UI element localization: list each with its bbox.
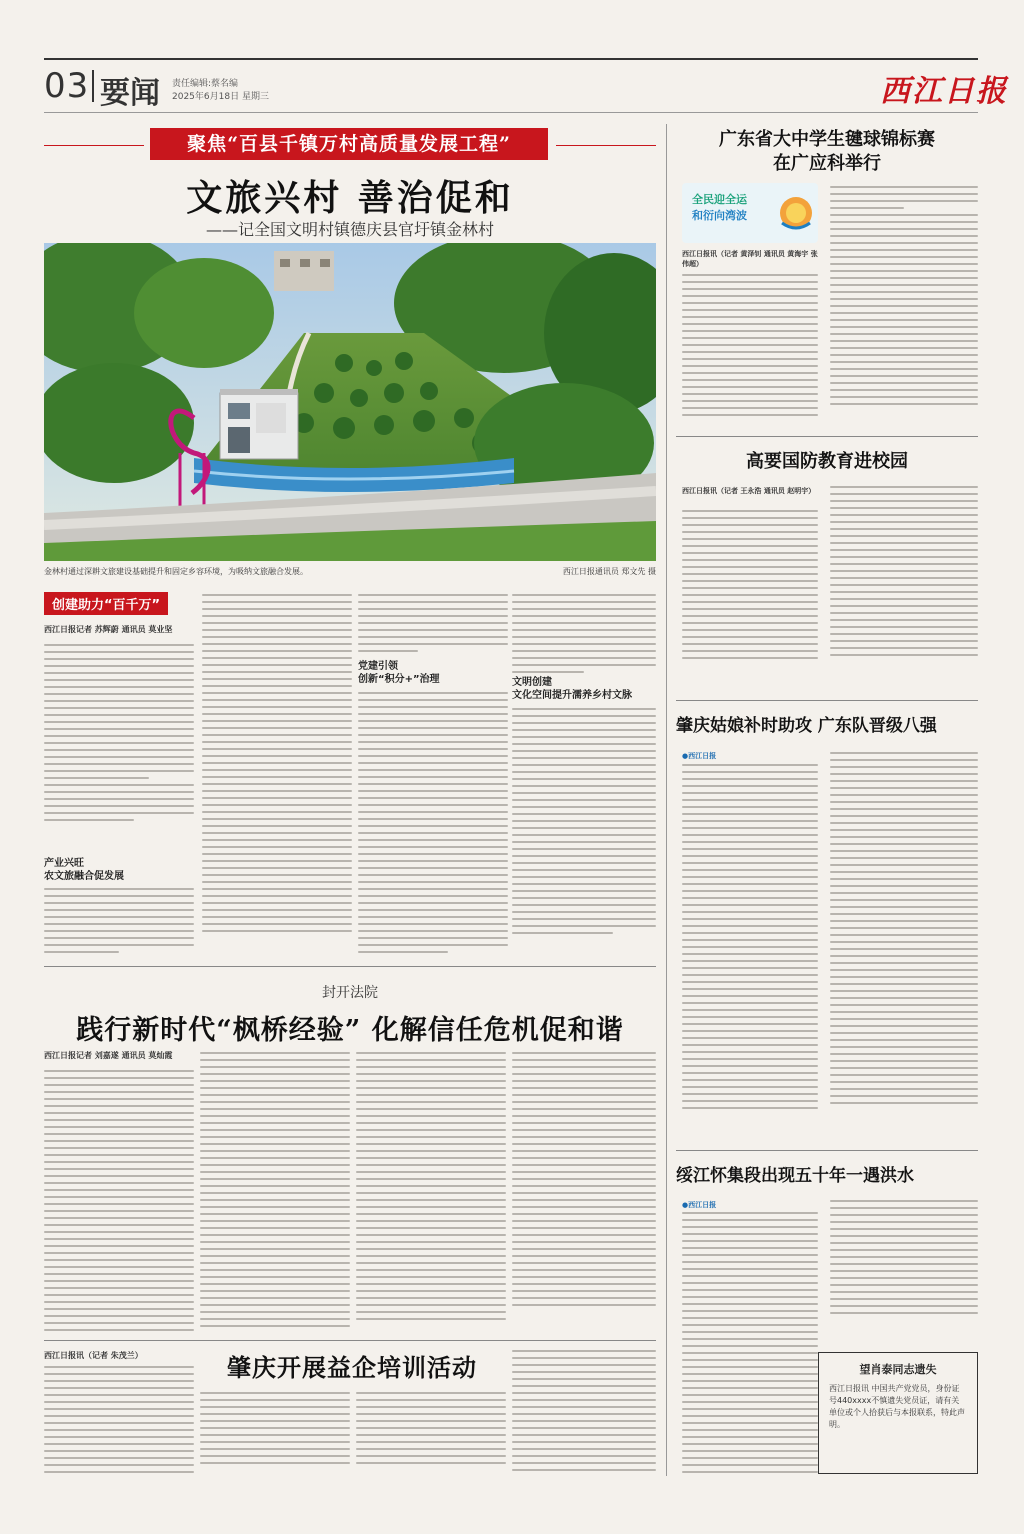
lead-byline: 西江日报记者 苏辉蔚 通讯员 莫业坚 bbox=[44, 625, 173, 634]
lead-headline: 文旅兴村 善治促和 bbox=[186, 177, 514, 219]
banner-rule-left bbox=[44, 145, 144, 146]
photo-caption-text: 金林村通过深耕文旅建设基础提升和固定乡容环境，为吸纳文旅融合发展。 bbox=[44, 567, 308, 576]
training-byline: 西江日报讯（记者 朱茂兰） bbox=[44, 1351, 143, 1360]
notice-body: 西江日报讯 中国共产党党员，身份证号440xxxx不慎遗失党员证，请有关单位或个人拾获后与本报联系，特此声明。 bbox=[829, 1384, 965, 1429]
lead-subhead-party: 党建引领 创新“积分+”治理 bbox=[358, 661, 440, 685]
right-story1-byline: 西江日报讯（记者 黄泽钊 通讯员 黄海宇 张伟超） bbox=[682, 250, 818, 268]
page-number: 03 bbox=[44, 66, 90, 106]
lead-col-1b bbox=[44, 888, 194, 958]
right-rule-1 bbox=[676, 436, 978, 437]
right-story4-col-1 bbox=[682, 1212, 818, 1478]
lead-col-1 bbox=[44, 644, 194, 826]
header-top-rule bbox=[44, 58, 978, 60]
court-col-3 bbox=[356, 1052, 506, 1325]
lead-photo bbox=[44, 243, 656, 561]
training-col-3 bbox=[356, 1392, 506, 1469]
editor-line: 责任编辑:蔡名编 bbox=[172, 79, 239, 89]
right-rule-2 bbox=[676, 700, 978, 701]
lead-col-4b bbox=[512, 708, 656, 939]
date-line: 2025年6月18日 星期三 bbox=[172, 92, 269, 102]
court-col-1 bbox=[44, 1070, 194, 1336]
right-story2-col-1 bbox=[682, 510, 818, 664]
photo-credit: 西江日报通讯员 郑文先 摄 bbox=[562, 567, 656, 576]
notice-box bbox=[818, 1352, 978, 1474]
right-story4-tag: ●西江日报 bbox=[682, 1201, 717, 1209]
court-byline: 西江日报记者 刘嘉遂 通讯员 莫灿霞 bbox=[44, 1051, 173, 1060]
right-story2-byline: 西江日报讯（记者 王永浩 通讯员 赵明宇） bbox=[682, 487, 816, 495]
court-col-4 bbox=[512, 1052, 656, 1311]
banner-rule-right bbox=[556, 145, 656, 146]
lead-photo-illustration bbox=[44, 243, 656, 561]
right-story2-headline: 高要国防教育进校园 bbox=[746, 451, 908, 472]
court-col-2 bbox=[200, 1052, 350, 1332]
logo-line1: 全民迎全运 bbox=[692, 193, 747, 206]
lead-col-4 bbox=[512, 594, 656, 678]
lead-col-3 bbox=[358, 594, 508, 657]
right-rule-3 bbox=[676, 1150, 978, 1151]
right-story1-col-2 bbox=[830, 186, 978, 410]
photo-caption bbox=[44, 566, 656, 577]
right-story3-col-2 bbox=[830, 752, 978, 1109]
right-story3-headline: 肇庆姑娘补时助攻 广东队晋级八强 bbox=[676, 716, 937, 736]
right-story2-col-2 bbox=[830, 486, 978, 661]
lead-subhead-industry: 产业兴旺 农文旅融合促发展 bbox=[44, 858, 124, 882]
lead-banner: 聚焦“百县千镇万村高质量发展工程” bbox=[150, 128, 548, 160]
header-bottom-rule bbox=[44, 112, 978, 113]
games-mascot-icon bbox=[778, 193, 814, 233]
lead-col-2 bbox=[202, 594, 352, 937]
training-top-rule bbox=[44, 1340, 656, 1341]
section-title: 要闻 bbox=[100, 76, 160, 111]
masthead-logo: 西江日报 bbox=[880, 74, 1008, 109]
right-story4-headline: 绥江怀集段出现五十年一遇洪水 bbox=[676, 1166, 914, 1186]
notice-title: 望肖泰同志遗失 bbox=[859, 1363, 937, 1376]
right-story4-col-2 bbox=[830, 1200, 978, 1319]
lead-subhead: ——记全国文明村镇德庆县官圩镇金林村 bbox=[205, 220, 494, 239]
right-story3-tag: ●西江日报 bbox=[682, 752, 717, 760]
right-story1-col-1 bbox=[682, 274, 818, 421]
column-divider bbox=[666, 124, 667, 1476]
training-col-2 bbox=[200, 1392, 350, 1469]
training-col-1 bbox=[44, 1366, 194, 1478]
header-separator bbox=[92, 70, 94, 102]
lead-section-tag: 创建助力“百千万” bbox=[44, 592, 168, 615]
court-top-rule bbox=[44, 966, 656, 967]
logo-line2: 和衍向湾波 bbox=[692, 209, 747, 222]
sports-games-logo bbox=[682, 183, 818, 243]
court-kicker: 封开法院 bbox=[322, 985, 378, 1001]
right-story3-col-1 bbox=[682, 764, 818, 1114]
lead-col-3b bbox=[358, 692, 508, 958]
training-col-4 bbox=[512, 1350, 656, 1476]
right-story1-headline: 广东省大中学生毽球锦标赛 在广应科举行 bbox=[719, 129, 935, 174]
court-headline: 践行新时代“枫桥经验” 化解信任危机促和谐 bbox=[76, 1015, 624, 1046]
training-headline: 肇庆开展益企培训活动 bbox=[227, 1353, 477, 1382]
lead-subhead-culture: 文明创建 文化空间提升濡养乡村文脉 bbox=[512, 677, 632, 701]
